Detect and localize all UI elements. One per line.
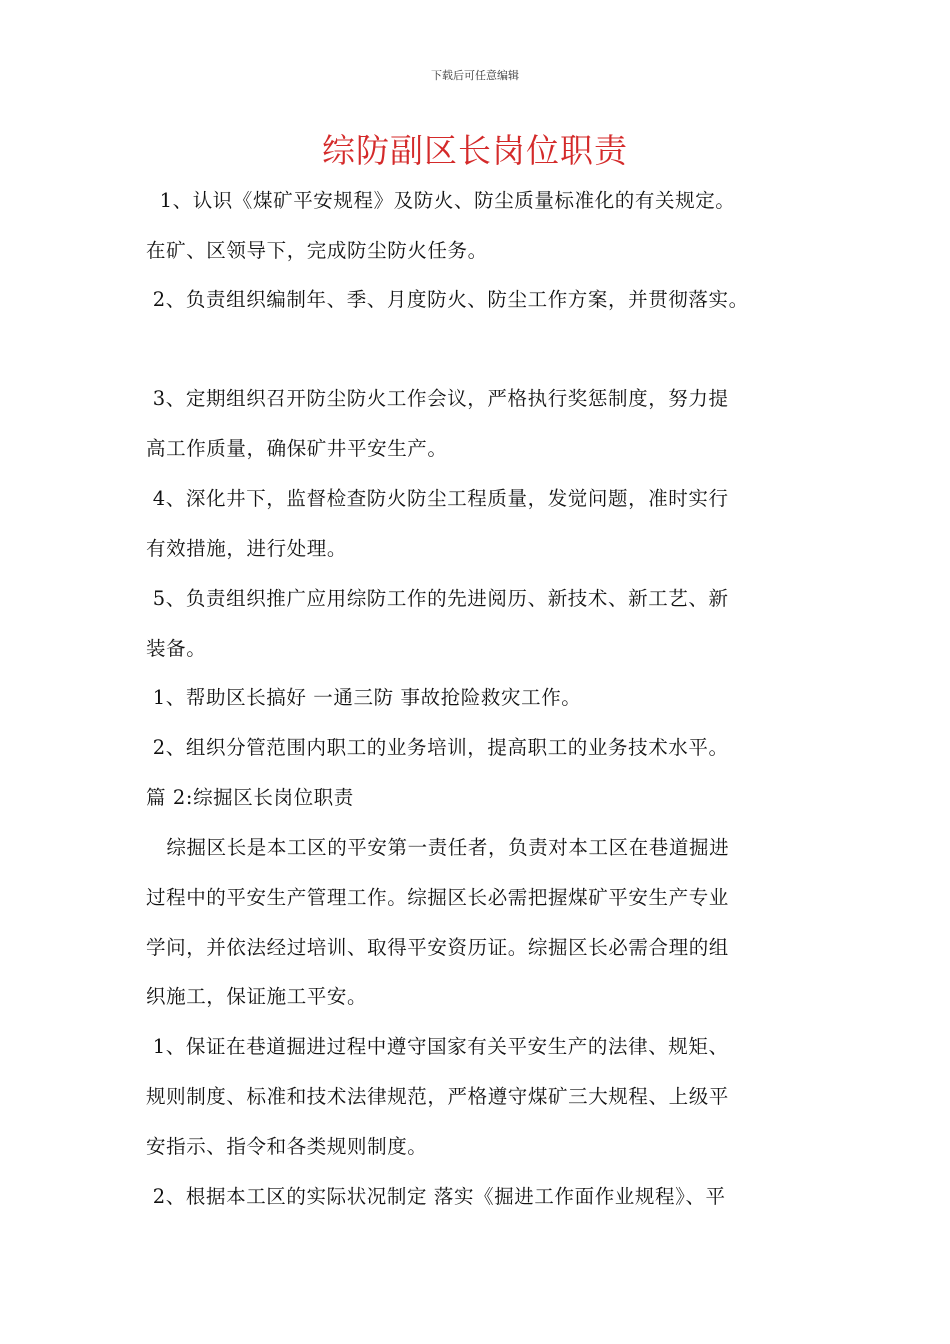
document-title: 综防副区长岗位职责 <box>322 131 628 170</box>
paragraph-line: 有效措施，进行处理。 <box>146 537 348 560</box>
paragraph-line: 2、负责组织编制年、季、月度防火、防尘工作方案，并贯彻落实。 <box>146 288 749 311</box>
paragraph-line: 2、根据本工区的实际状况制定 落实《掘进工作面作业规程》、平 <box>146 1185 726 1208</box>
paragraph-line: 装备。 <box>146 637 207 660</box>
paragraph-line: 1、保证在巷道掘进过程中遵守国家有关平安生产的法律、规矩、 <box>146 1035 729 1058</box>
paragraph-line: 过程中的平安生产管理工作。综掘区长必需把握煤矿平安生产专业 <box>146 886 729 909</box>
paragraph-line: 高工作质量，确保矿井平安生产。 <box>146 437 448 460</box>
paragraph-line: 3、定期组织召开防尘防火工作会议，严格执行奖惩制度，努力提 <box>146 387 729 410</box>
paragraph-line: 2、组织分管范围内职工的业务培训，提高职工的业务技术水平。 <box>146 736 729 759</box>
paragraph-line: 规则制度、标准和技术法律规范，严格遵守煤矿三大规程、上级平 <box>146 1085 729 1108</box>
paragraph-line: 织施工，保证施工平安。 <box>146 985 368 1008</box>
paragraph-line: 综掘区长是本工区的平安第一责任者，负责对本工区在巷道掘进 <box>146 836 730 859</box>
paragraph-line: 安指示、指令和各类规则制度。 <box>146 1135 428 1158</box>
paragraph-line: 1、帮助区长搞好 一通三防 事故抢险救灾工作。 <box>146 686 582 709</box>
paragraph-line: 1、认识《煤矿平安规程》及防火、防尘质量标准化的有关规定。 <box>146 189 736 212</box>
paragraph-line: 在矿、区领导下，完成防尘防火任务。 <box>146 239 488 262</box>
paragraph-line: 学问，并依法经过培训、取得平安资历证。综掘区长必需合理的组 <box>146 936 729 959</box>
header-note: 下载后可任意编辑 <box>431 69 519 82</box>
section-heading: 篇 2:综掘区长岗位职责 <box>146 786 354 809</box>
paragraph-line: 5、负责组织推广应用综防工作的先进阅历、新技术、新工艺、新 <box>146 587 729 610</box>
paragraph-line: 4、深化井下，监督检查防火防尘工程质量，发觉问题，准时实行 <box>146 487 729 510</box>
